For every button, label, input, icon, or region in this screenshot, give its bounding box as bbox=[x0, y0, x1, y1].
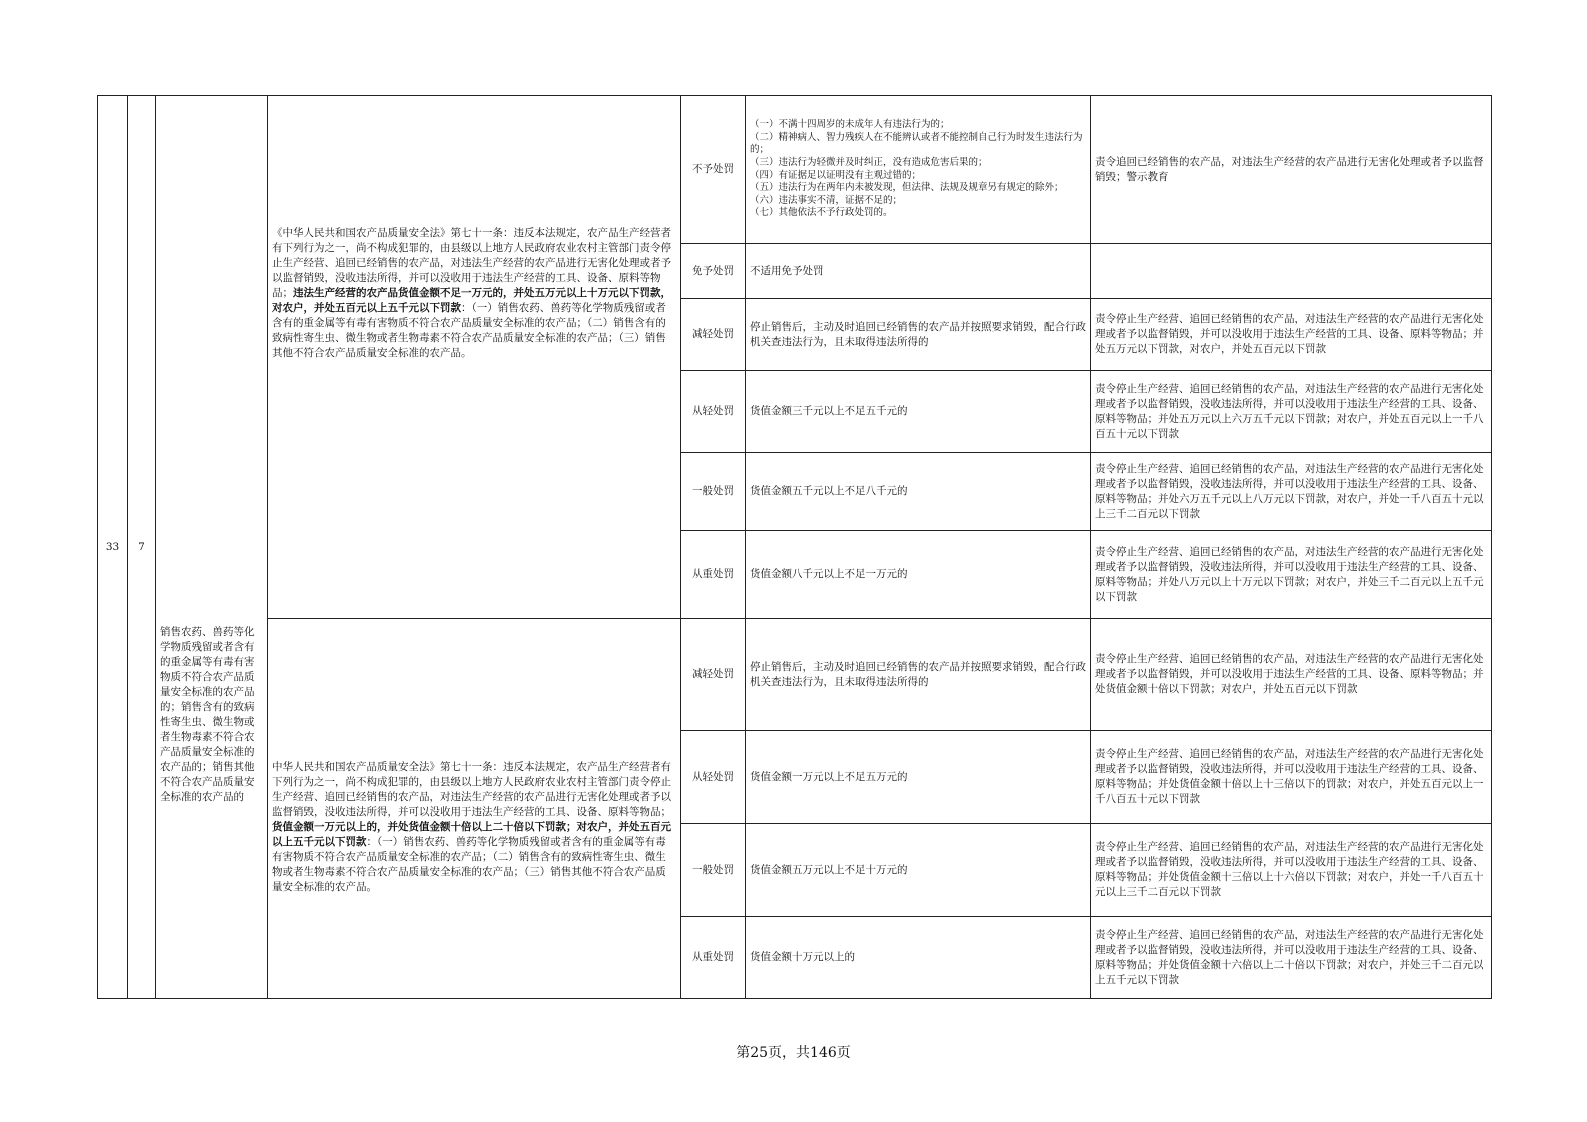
penalty-conditions bbox=[746, 244, 1091, 299]
penalty-result: 责令停止生产经营、追回已经销售的农产品，对违法生产经营的农产品进行无害化处理或者予以监督销毁，没收违法所得，并可以没收用于违法生产经营的工具、设备、原料等物品；并处货值金额十六倍以上二十倍以下罚款；对农户，并处三千二百元以上五千元以下罚款 bbox=[1091, 917, 1492, 999]
penalty-conditions bbox=[746, 96, 1091, 244]
page-footer: 第25页，共146页 bbox=[736, 1045, 851, 1061]
legal-basis-2-bold: 货值金额一万元以上的，并处货值金额十倍以上二十倍以下罚款；对农户，并处五百元以上五千元以下罚款 bbox=[272, 821, 671, 848]
condition-line: 货值金额五万元以上不足十万元的 bbox=[750, 863, 908, 876]
legal-basis-2-pre: 中华人民共和国农产品质量安全法》第七十一条：违反本法规定，农产品生产经营者有下列行为之一，尚不构成犯罪的，由县级以上地方人民政府农业农村主管部门责令停止生产经营、追回已经销售的农产品，对违法生产经营的农产品进行无害化处理或者予以监督销毁，没收违法所得，并可以没收用于违法生产经营的工具、设备、原料等物品； bbox=[272, 761, 671, 818]
condition-line: （一）不满十四周岁的未成年人有违法行为的； bbox=[750, 119, 950, 131]
penalty-level: 一般处罚 bbox=[681, 453, 746, 531]
penalty-result: 责令停止生产经营、追回已经销售的农产品，对违法生产经营的农产品进行无害化处理或者予以监督销毁，没收违法所得，并可以没收用于违法生产经营的工具、设备、原料等物品；并处货值金额十倍以上十三倍以下的罚款；对农户，并处五百元以上一千八百五十元以下罚款 bbox=[1091, 731, 1492, 824]
penalty-result: 责令停止生产经营、追回已经销售的农产品，对违法生产经营的农产品进行无害化处理或者予以监督销毁，并可以没收用于违法生产经营的工具、设备、原料等物品；并处货值金额十倍以下罚款；对农户，并处五百元以下罚款 bbox=[1091, 619, 1492, 731]
condition-line: 停止销售后，主动及时追回已经销售的农产品并按照要求销毁，配合行政机关查违法行为，且未取得违法所得的 bbox=[750, 660, 1086, 688]
condition-line: 货值金额八千元以上不足一万元的 bbox=[750, 568, 908, 580]
condition-line: 不适用免予处罚 bbox=[750, 264, 824, 277]
row-index: 33 bbox=[98, 96, 128, 999]
condition-line: 停止销售后，主动及时追回已经销售的农产品并按照要求销毁，配合行政机关查违法行为，且未取得违法所得的 bbox=[750, 320, 1086, 348]
penalty-conditions bbox=[746, 453, 1091, 531]
condition-line: （七）其他依法不予行政处罚的。 bbox=[750, 207, 893, 219]
penalty-level: 从重处罚 bbox=[681, 531, 746, 619]
table-row bbox=[98, 619, 1492, 731]
violation-description bbox=[156, 96, 268, 999]
penalty-conditions bbox=[746, 731, 1091, 824]
penalty-level: 从轻处罚 bbox=[681, 371, 746, 453]
penalty-level: 从轻处罚 bbox=[681, 731, 746, 824]
penalty-level: 一般处罚 bbox=[681, 824, 746, 917]
legal-basis-2-post: ：（一）销售农药、兽药等化学物质残留或者含有的重金属等有毒有害物质不符合农产品质量安全标准的农产品；（二）销售含有的致病性寄生虫、微生物或者生物毒素不符合农产品质量安全标准的农产品；（三）销售其他不符合农产品质量安全标准的农产品。 bbox=[272, 836, 666, 893]
legal-basis-1 bbox=[268, 96, 681, 619]
penalty-conditions bbox=[746, 619, 1091, 731]
penalty-level: 减轻处罚 bbox=[681, 619, 746, 731]
penalty-conditions bbox=[746, 371, 1091, 453]
condition-line: （二）精神病人、智力残疾人在不能辨认或者不能控制自己行为时发生违法行为的； bbox=[750, 131, 1083, 156]
penalty-table bbox=[97, 95, 1492, 999]
penalty-result: 责令追回已经销售的农产品，对违法生产经营的农产品进行无害化处理或者予以监督销毁；警示教育 bbox=[1091, 96, 1492, 244]
penalty-result bbox=[1091, 244, 1492, 299]
penalty-result: 责令停止生产经营、追回已经销售的农产品，对违法生产经营的农产品进行无害化处理或者予以监督销毁，没收违法所得，并可以没收用于违法生产经营的工具、设备、原料等物品；并处五万元以上六万五千元以下罚款；对农户，并处五百元以上一千八百五十元以下罚款 bbox=[1091, 371, 1492, 453]
condition-line: 货值金额一万元以上不足五万元的 bbox=[750, 770, 908, 783]
penalty-conditions bbox=[746, 917, 1091, 999]
penalty-level: 从重处罚 bbox=[681, 917, 746, 999]
penalty-conditions bbox=[746, 299, 1091, 371]
table-row bbox=[98, 96, 1492, 244]
row-sub-index: 7 bbox=[128, 96, 156, 999]
condition-line: （六）违法事实不清，证据不足的； bbox=[750, 194, 903, 206]
penalty-result: 责令停止生产经营、追回已经销售的农产品，对违法生产经营的农产品进行无害化处理或者予以监督销毁，没收违法所得，并可以没收用于违法生产经营的工具、设备、原料等物品；并处货值金额十三倍以上十六倍以下罚款；对农户，并处一千八百五十元以上三千二百元以下罚款 bbox=[1091, 824, 1492, 917]
penalty-result: 责令停止生产经营、追回已经销售的农产品，对违法生产经营的农产品进行无害化处理或者予以监督销毁，并可以没收用于违法生产经营的工具、设备、原料等物品；并处五万元以下罚款，对农户，并处五百元以下罚款 bbox=[1091, 299, 1492, 371]
penalty-level: 免予处罚 bbox=[681, 244, 746, 299]
condition-line: 货值金额十万元以上的 bbox=[750, 951, 855, 963]
condition-line: 货值金额五千元以上不足八千元的 bbox=[750, 485, 908, 497]
legal-basis-1-bold: 违法生产经营的农产品货值金额不足一万元的，并处五万元以上十万元以下罚款，对农户，并处五百元以上五千元以下罚款 bbox=[272, 286, 671, 314]
penalty-result: 责令停止生产经营、追回已经销售的农产品，对违法生产经营的农产品进行无害化处理或者予以监督销毁，没收违法所得，并可以没收用于违法生产经营的工具、设备、原料等物品；并处八万元以上十万元以下罚款；对农户，并处三千二百元以上五千元以下罚款 bbox=[1091, 531, 1492, 619]
condition-line: 货值金额三千元以上不足五千元的 bbox=[750, 405, 908, 417]
penalty-level: 减轻处罚 bbox=[681, 299, 746, 371]
condition-line: （四）有证据足以证明没有主观过错的； bbox=[750, 169, 922, 181]
penalty-level: 不予处罚 bbox=[681, 96, 746, 244]
penalty-conditions bbox=[746, 824, 1091, 917]
penalty-conditions bbox=[746, 531, 1091, 619]
legal-basis-1-post: ：（一）销售农药、兽药等化学物质残留或者含有的重金属等有毒有害物质不符合农产品质量安全标准的农产品；（二）销售含有的致病性寄生虫、微生物或者生物毒素不符合农产品质量安全标准的农产品；（三）销售其他不符合农产品质量安全标准的农产品。 bbox=[272, 301, 666, 359]
violation-description-text: 销售农药、兽药等化学物质残留或者含有的重金属等有毒有害物质不符合农产品质量安全标准的农产品的；销售含有的致病性寄生虫、微生物或者生物毒素不符合农产品质量安全标准的农产品的；销售其他不符合农产品质量安全标准的农产品的 bbox=[160, 626, 255, 803]
condition-line: （五）违法行为在两年内未被发现，但法律、法规及规章另有规定的除外； bbox=[750, 182, 1064, 194]
condition-line: （三）违法行为轻微并及时纠正，没有造成危害后果的； bbox=[750, 156, 988, 168]
legal-basis-1-pre: 《中华人民共和国农产品质量安全法》第七十一条：违反本法规定，农产品生产经营者有下列行为之一，尚不构成犯罪的，由县级以上地方人民政府农业农村主管部门责令停止生产经营、追回已经销售的农产品，对违法生产经营的农产品进行无害化处理或者予以监督销毁，没收违法所得，并可以没收用于违法生产经营的工具、设备、原料等物品； bbox=[272, 226, 671, 299]
legal-basis-2 bbox=[268, 619, 681, 999]
penalty-result: 责令停止生产经营、追回已经销售的农产品，对违法生产经营的农产品进行无害化处理或者予以监督销毁，没收违法所得，并可以没收用于违法生产经营的工具、设备、原料等物品；并处六万五千元以上八万元以下罚款，对农户，并处一千八百五十元以上三千二百元以下罚款 bbox=[1091, 453, 1492, 531]
